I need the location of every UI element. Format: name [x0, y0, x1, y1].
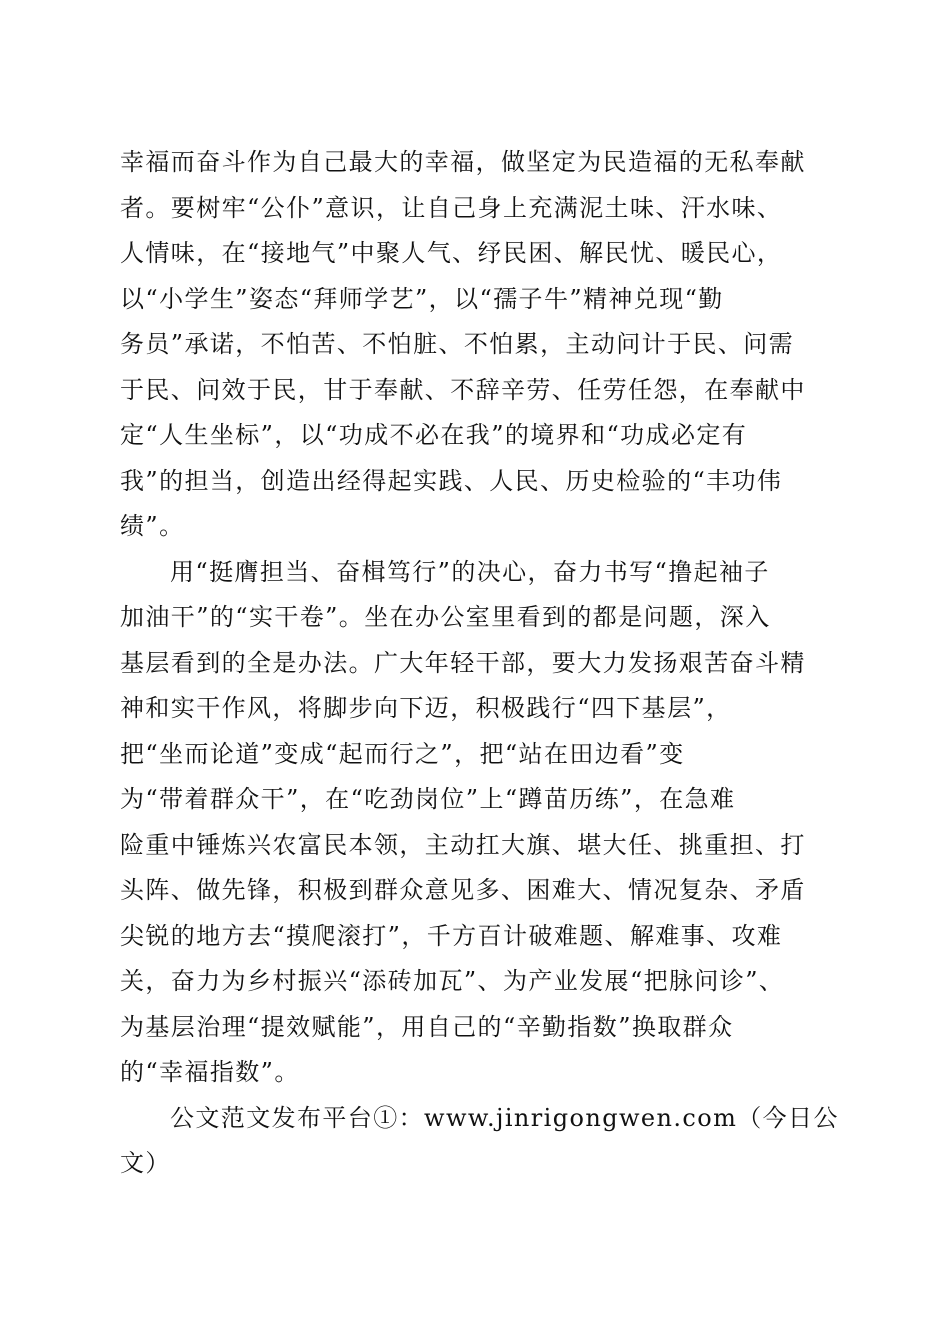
paragraph-line: 者。要树牢“公仆”意识，让自己身上充满泥土味、汗水味、 — [120, 193, 783, 222]
paragraph-line: 为基层治理“提效赋能”，用自己的“辛勤指数”换取群众 — [120, 1012, 734, 1041]
source-line: 公文范文发布平台①：www.jinrigongwen.com（今日公 — [170, 1103, 839, 1132]
paragraph-line: 头阵、做先锋，积极到群众意见多、困难大、情况复杂、矛盾 — [120, 876, 806, 904]
paragraph-line: 幸福而奋斗作为自己最大的幸福，做坚定为民造福的无私奉献 — [120, 148, 806, 176]
paragraph-line: 人情味，在“接地气”中聚人气、纾民困、解民忧、暖民心， — [120, 239, 783, 267]
paragraph-2 — [120, 550, 832, 1096]
paragraph-line: 关，奋力为乡村振兴“添砖加瓦”、为产业发展“把脉问诊”、 — [120, 967, 785, 995]
paragraph-line: 以“小学生”姿态“拜师学艺”，以“孺子牛”精神兑现“勤 — [120, 284, 724, 313]
paragraph-line: 我”的担当，创造出经得起实践、人民、历史检验的“丰功伟 — [120, 466, 783, 495]
paragraph-line: 于民、问效于民，甘于奉献、不辞辛劳、任劳任怨，在奉献中 — [120, 375, 806, 404]
paragraph-line: 神和实干作风，将脚步向下迈，积极践行“四下基层”， — [120, 694, 732, 722]
paragraph-line: 把“坐而论道”变成“起而行之”，把“站在田边看”变 — [120, 739, 685, 768]
paragraph-line: 用“挺膺担当、奋楫笃行”的决心，奋力书写“撸起袖子 — [170, 557, 770, 586]
paragraph-line: 的“幸福指数”。 — [120, 1058, 300, 1086]
source-line: 文） — [120, 1149, 171, 1177]
paragraph-line: 为“带着群众干”，在“吃劲岗位”上“蹲苗历练”，在急难 — [120, 785, 736, 813]
paragraph-line: 绩”。 — [120, 512, 185, 540]
paragraph-line: 险重中锤炼兴农富民本领，主动扛大旗、堪大任、挑重担、打 — [120, 830, 806, 859]
paragraph-3-source-note — [120, 1096, 839, 1187]
paragraph-line: 定“人生坐标”，以“功成不必在我”的境界和“功成必定有 — [120, 421, 748, 449]
paragraph-line: 基层看到的全是办法。广大年轻干部，要大力发扬艰苦奋斗精 — [120, 648, 806, 677]
paragraph-line: 加油干”的“实干卷”。坐在办公室里看到的都是问题，深入 — [120, 603, 771, 631]
paragraph-1 — [120, 140, 832, 550]
paragraph-line: 尖锐的地方去“摸爬滚打”，千方百计破难题、解难事、攻难 — [120, 921, 783, 950]
paragraph-line: 务员”承诺，不怕苦、不怕脏、不怕累，主动问计于民、问需 — [120, 330, 795, 358]
document-body — [120, 140, 839, 1187]
